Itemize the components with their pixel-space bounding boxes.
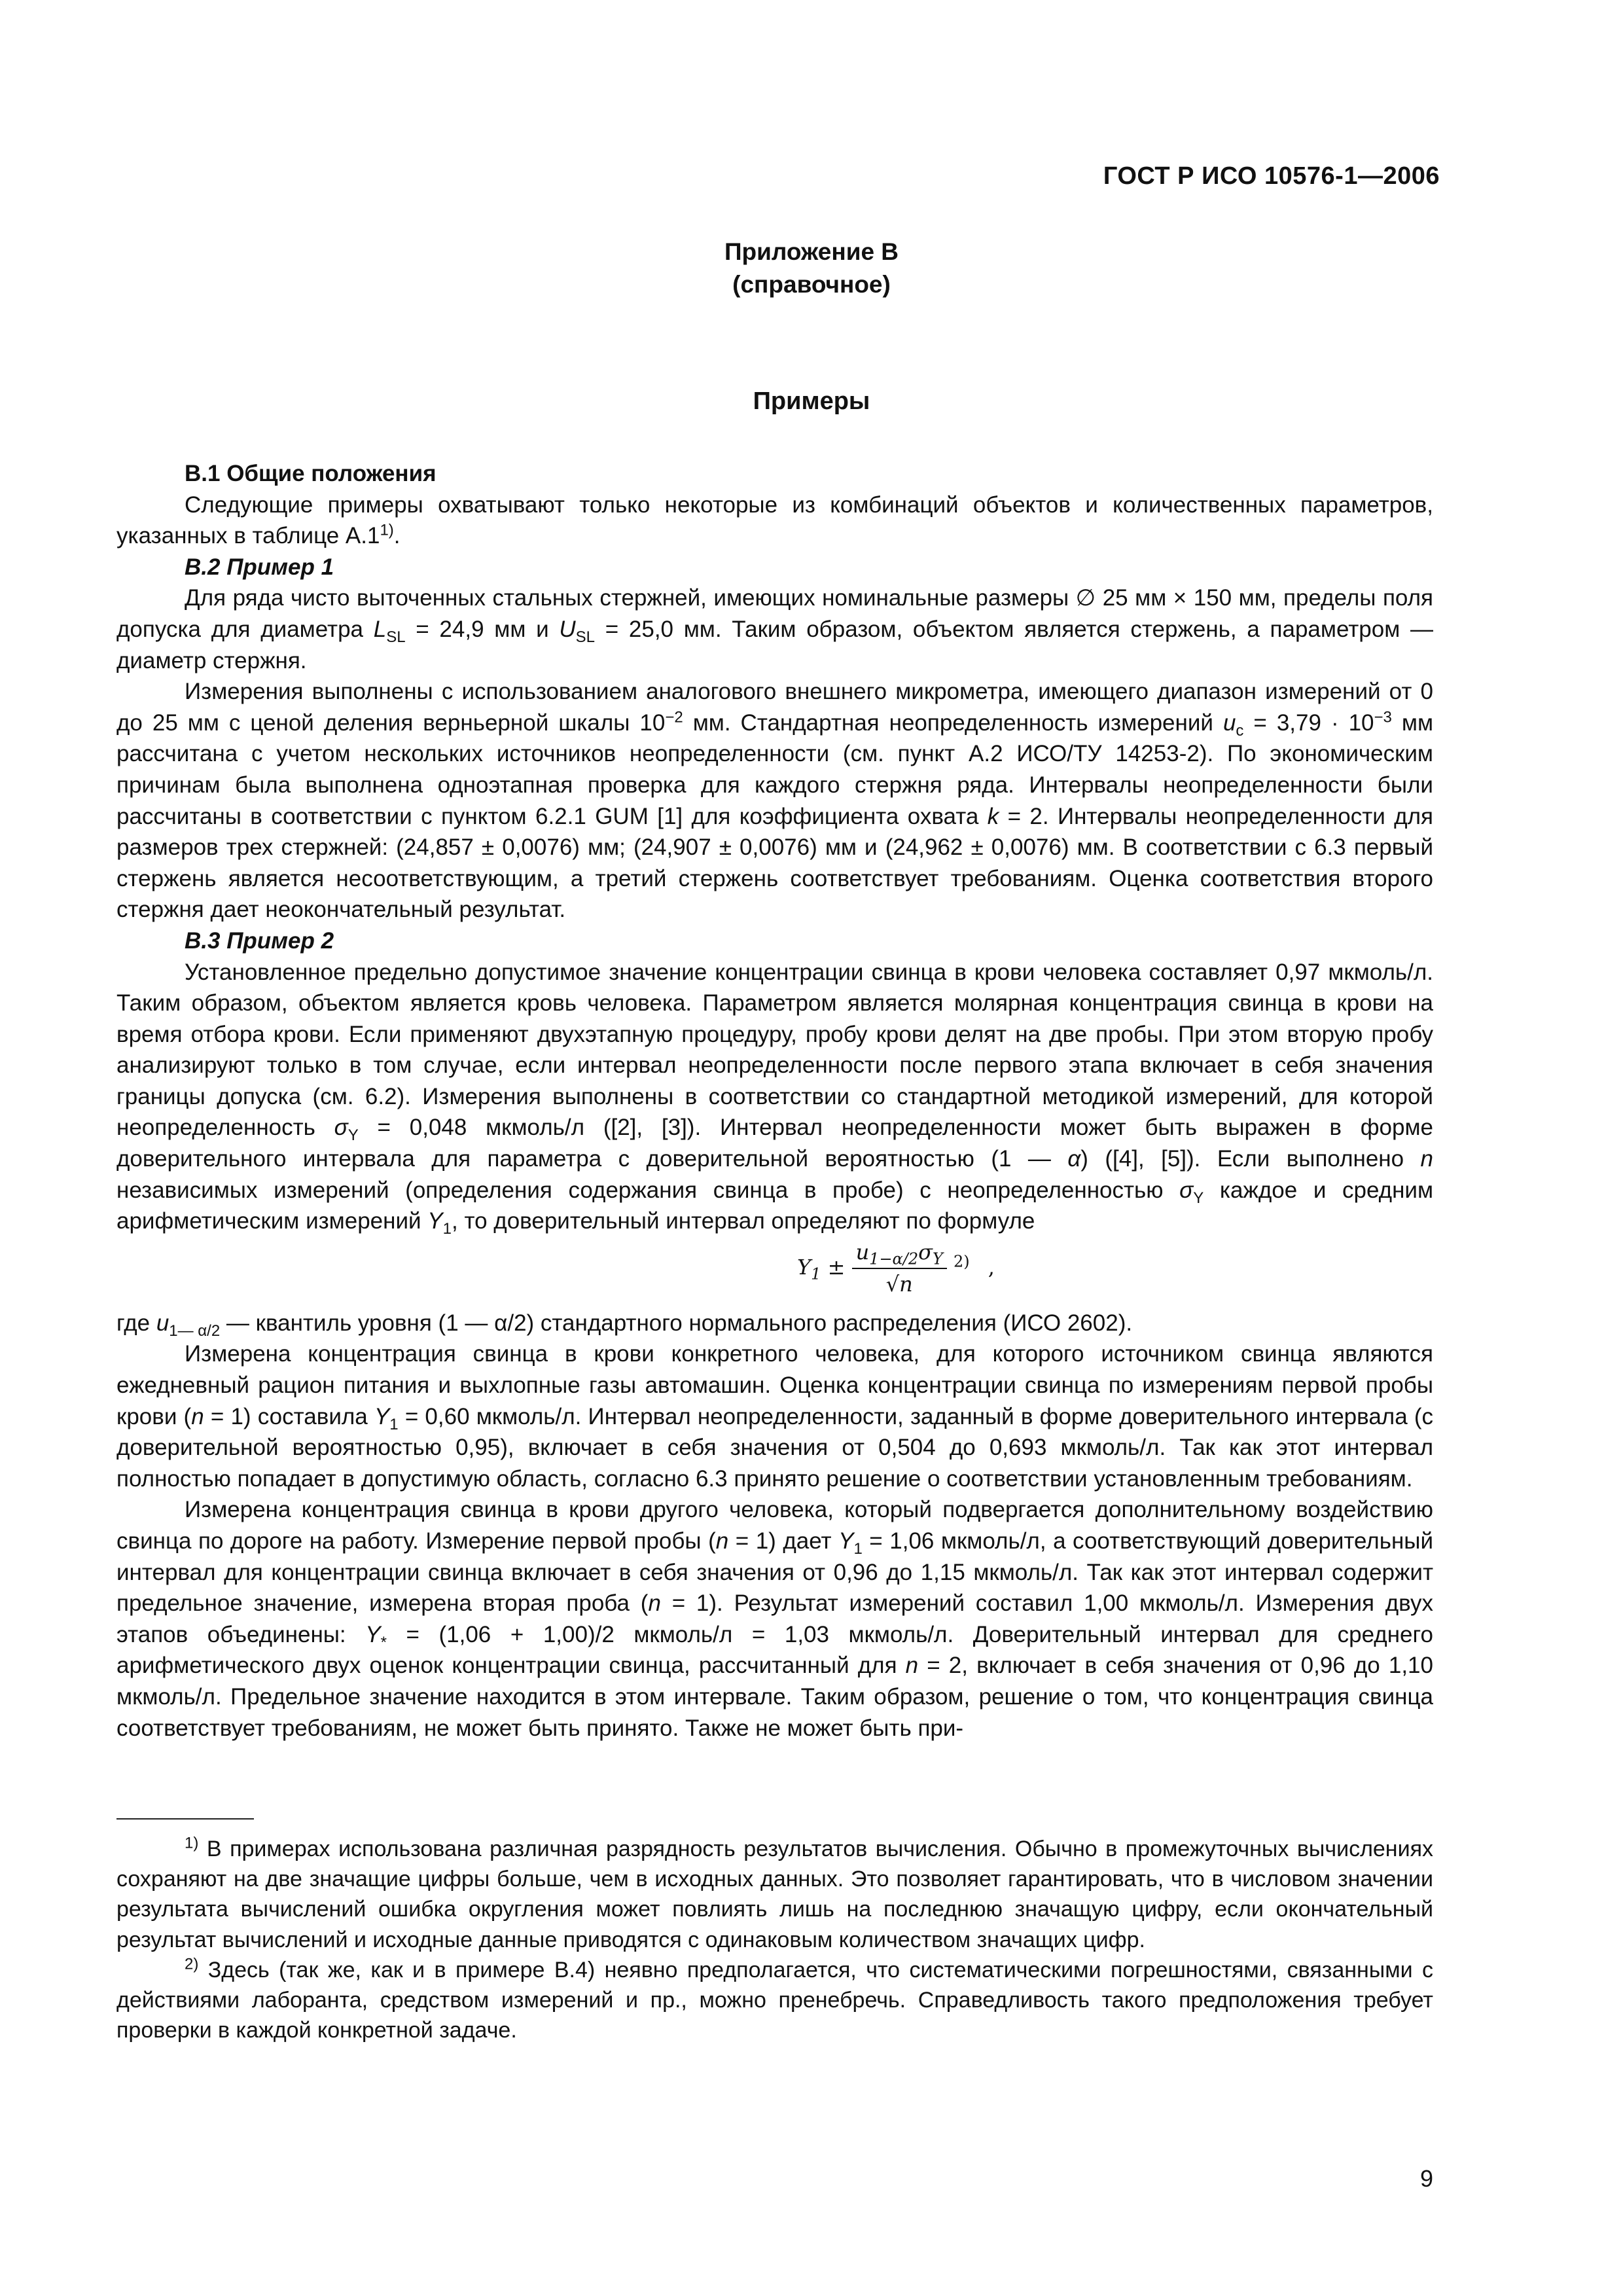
- b2-paragraph-1: Для ряда чисто выточенных стальных стержней, имеющих номинальные размеры ∅ 25 мм × 150 мм, пределы поля допуска для диаметра $L_{SL} = 24,9$ мм и $U_{SL} = 25,0$ мм. Таким образом, объектом является стержень, а параметром — диаметр стержня.: [116, 585, 1433, 673]
- b1-heading: В.1 Общие положения: [185, 461, 437, 486]
- appendix-title: Приложение В: [724, 238, 899, 265]
- b3-paragraph-3: Измерена концентрация свинца в крови другого человека, который подвергается дополнительному воздействию свинца по дороге на работу. Измерение первой пробы (n = 1) дает $Y_1 = 1,06$ мкмоль/л, а соответствующий доверительный интервал для концентрации свинца включает в себя значения от 0,96 до 1,15 мкмоль/л. Так как этот интервал содержит предельное значение, измерена вторая проба (n = 1). Результат измерений составил 1,00 мкмоль/л. Измерения двух этапов объединены: $Y_* = (1,06 + 1,00)/2$ мкмоль/л = 1,03 мкмоль/л. Доверительный интервал для среднего арифметического двух оценок концентрации свинца, рассчитанный для n = 2, включает в себя значения от 0,96 до 1,10 мкмоль/л. Предельное значение находится в этом интервале. Таким образом, решение о том, что концентрация свинца соответствует требованиям, не может быть принято. Также не может быть при-: [116, 1497, 1433, 1741]
- b3-paragraph-1: Установленное предельно допустимое значение концентрации свинца в крови человека составляет 0,97 мкмоль/л. Таким образом, объектом является кровь человека. Параметром является молярная концентрация свинца в крови на время отбора крови. Если применяют двухэтапную процедуру, пробу крови делят на две пробы. При этом вторую пробу анализируют только в том случае, если интервал неопределенности после первого этапа включает в себя значения границы допуска (см. 6.2). Измерения выполнены в соответствии со стандартной методикой измерений, для которой неопределенность $\sigma_Y = 0,048$ мкмоль/л ([2], [3]). Интервал неопределенности может быть выражен в форме доверительного интервала для параметра с доверительной вероятностью (1 — α) ([4], [5]). Если выполнено n независимых измерений (определения содержания свинца в пробе) с неопределенностью $\sigma_Y$ каждое и средним арифметическим измерений $Y_1$, то доверительный интервал определяют по формуле: [116, 959, 1434, 1238]
- footnotes: [116, 1834, 1433, 2045]
- formula-denominator: √n: [885, 1272, 913, 1297]
- footnote-1: $^{1)}$ В примерах использована различная разрядность результатов вычисления. Обычно в промежуточных вычислениях сохраняют на две значащие цифры больше, чем в исходных данных. Это позволяет гарантировать, что в числовом значении результата вычислений ошибка округления может повлиять лишь на последнюю значащую цифру, если окончательный результат вычислений и исходные данные приводятся с одинаковым количеством значащих цифр.: [116, 1834, 1433, 1952]
- b3-heading: В.3 Пример 2: [185, 927, 334, 954]
- footnote-ref-1: 1): [380, 521, 394, 539]
- b1-paragraph: Следующие примеры охватывают только некоторые из комбинаций объектов и количественных параметров, указанных в таблице А.1$^{1)}$.: [116, 492, 1433, 549]
- document-id-header: ГОСТ Р ИСО 10576-1—2006: [1103, 162, 1440, 190]
- b2-paragraph-2: Измерения выполнены с использованием аналогового внешнего микрометра, имеющего диапазон измерений от 0 до 25 мм с ценой деления верньерной шкалы $10^{-2}$ мм. Стандартная неопределенность измерений $u_c = 3,79 \cdot 10^{-3}$ мм рассчитана с учетом нескольких источников неопределенности (см. пункт А.2 ИСО/ТУ 14253-2). По экономическим причинам была выполнена одноэтапная проверка для каждого стержня ряда. Интервалы неопределенности были рассчитаны в соответствии с пунктом 6.2.1 GUM [1] для коэффициента охвата k = 2. Интервалы неопределенности для размеров трех стержней: (24,857 ± 0,0076) мм; (24,907 ± 0,0076) мм и (24,962 ± 0,0076) мм. В соответствии с 6.3 первый стержень является несоответствующим, а третий стержень соответствует требованиям. Оценка соответствия второго стержня дает неокончательный результат.: [116, 679, 1434, 923]
- b2-heading: В.2 Пример 1: [185, 554, 334, 580]
- section-title: Примеры: [753, 387, 870, 415]
- formula-fraction: [852, 1237, 947, 1300]
- page-number: 9: [1419, 2165, 1433, 2192]
- appendix-subtitle: (справочное): [732, 271, 891, 298]
- appendix-heading: [0, 236, 1623, 301]
- formula-numerator: $u_{1-\alpha/2}\sigma_Y$: [852, 1237, 947, 1270]
- confidence-interval-formula: [116, 1237, 1433, 1308]
- body-text: [116, 458, 1433, 1744]
- footnote-separator: [116, 1818, 254, 1820]
- footnote-ref-2: 2): [953, 1252, 970, 1271]
- footnote-2: $^{2)}$ Здесь (так же, как и в примере В.4) неявно предполагается, что систематическими погрешностями, связанными с действиями лаборанта, средством измерений и пр., можно пренебречь. Справедливость такого предположения требует проверки в каждой конкретной задаче.: [116, 1955, 1433, 2043]
- formula-where-clause: где $u_{1— \alpha/2}$ — квантиль уровня (1 — α/2) стандартного нормального распределения (ИСО 2602).: [116, 1310, 1133, 1340]
- b3-paragraph-2: Измерена концентрация свинца в крови конкретного человека, для которого источником свинца являются ежедневный рацион питания и выхлопные газы автомашин. Оценка концентрации свинца по измерениям первой пробы крови (n = 1) составила $Y_1 = 0,60$ мкмоль/л. Интервал неопределенности, заданный в форме доверительного интервала (с доверительной вероятностью 0,95), включает в себя значения от 0,504 до 0,693 мкмоль/л. Так как этот интервал полностью попадает в допустимую область, согласно 6.3 принято решение о соответствии установленным требованиям.: [116, 1341, 1434, 1492]
- formula-expression: $Y_1$ ± $\frac{u_{1-\alpha/2}\sigma_Y}{√n}$ $^{2)}$ ,: [797, 1255, 995, 1280]
